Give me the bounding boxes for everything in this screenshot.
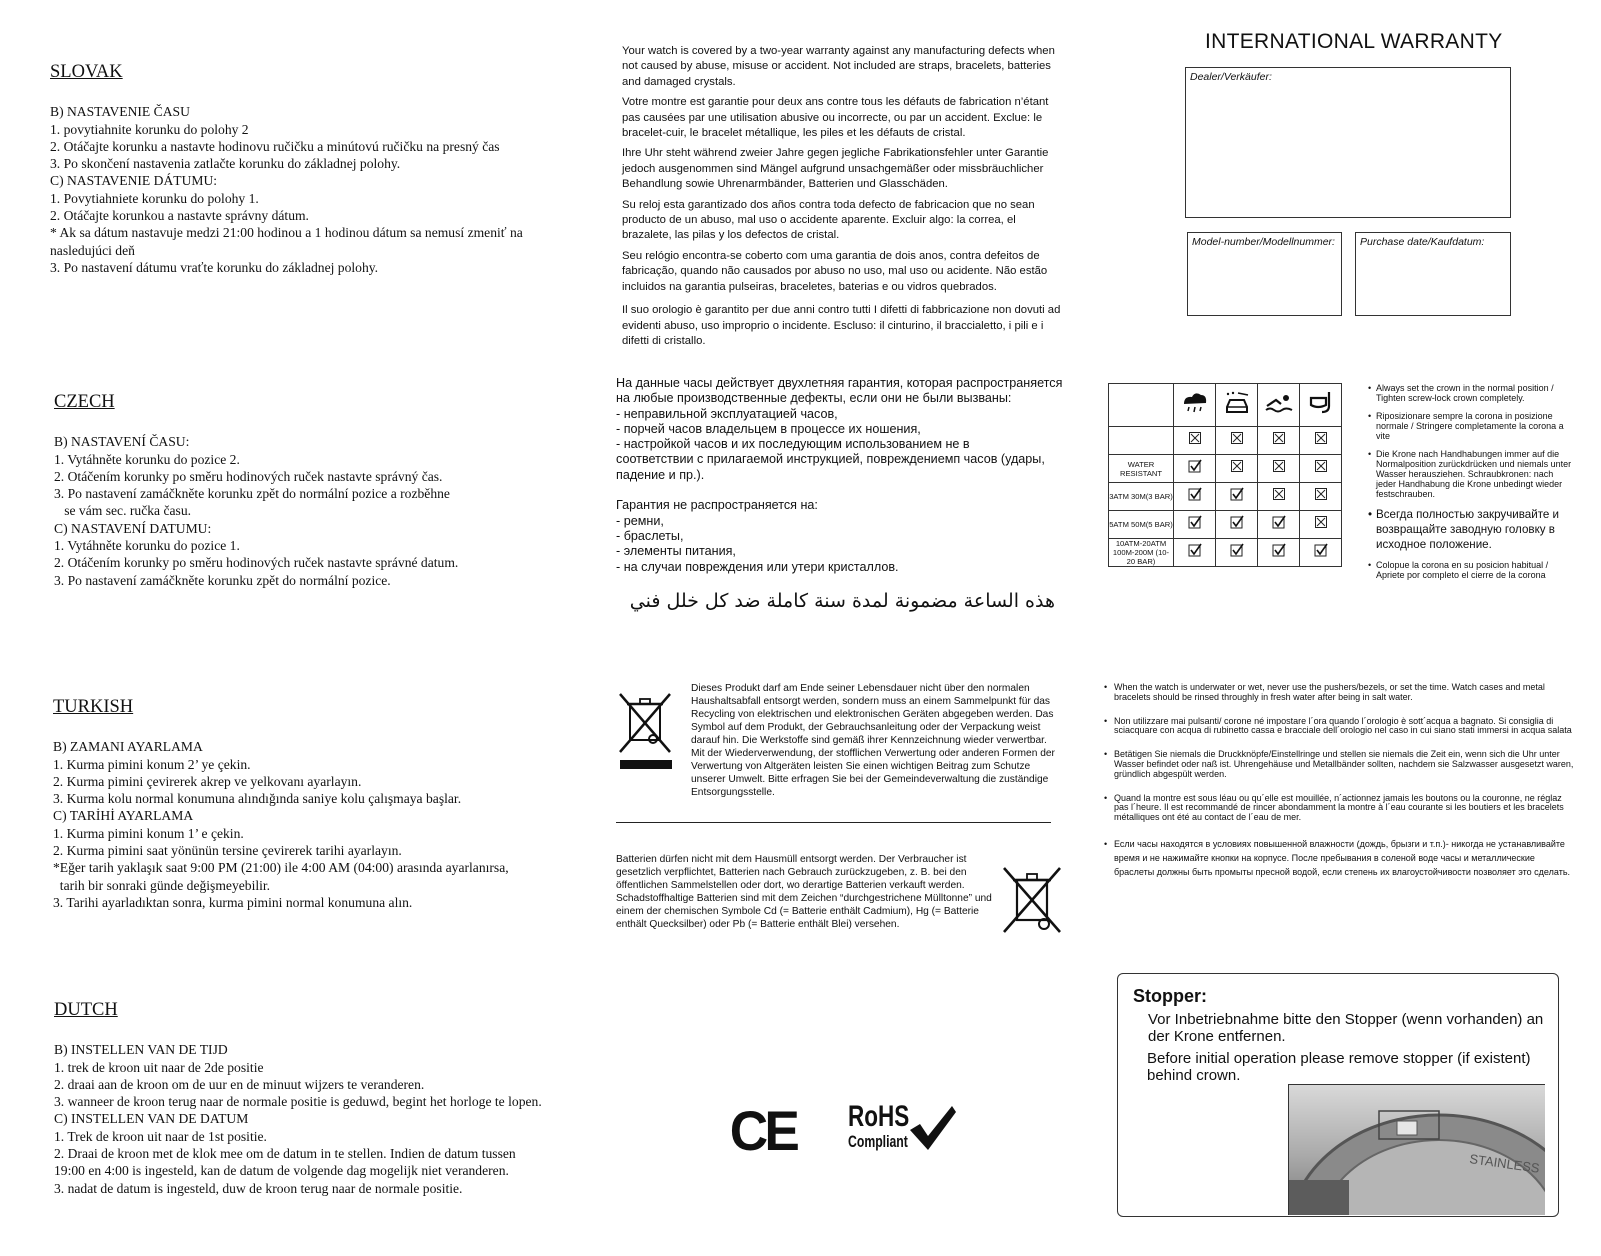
water-table-body <box>1109 427 1342 567</box>
text-line: C) INSTELLEN VAN DE DATUM <box>54 1111 249 1127</box>
model-number-label: Model-number/Modellnummer: <box>1192 236 1335 248</box>
text-line: 1. Povytiahniete korunku do polohy 1. <box>50 190 259 206</box>
checked-box-icon <box>1216 483 1258 511</box>
water-rating-label: 5ATM 50M(5 BAR) <box>1109 511 1174 539</box>
checked-box-icon <box>1174 483 1216 511</box>
wet-note-fr: • Quand la montre est sous léau ou qu´elle est mouillée, n´actionnez jamais les boutons ou la couronne, ne réglaz pas l´heure. Il est recommandé de rincer abondamment la montre à l´eau courante si les boutiers et les bracelets métalliques ont été au contact de l´eau de mer. <box>1104 794 1574 823</box>
text-line: 1. Kurma pimini konum 2’ ye çekin. <box>53 756 251 772</box>
text-line: 3. Tarihi ayarladıktan sonra, kurma pimini normal konumuna alın. <box>53 894 413 910</box>
rohs-mark-bottom: Compliant <box>848 1132 908 1151</box>
text-line: C) TARİHİ AYARLAMA <box>53 808 194 824</box>
turkish-lines <box>53 738 553 911</box>
middle-divider <box>616 822 1051 823</box>
battery-disposal-text: Batterien dürfen nicht mit dem Hausmüll entsorgt werden. Der Verbraucher ist gesetzlich verpflichtet, Batterien nach Gebrauch zurückzugeben, z. B. bei den öffentlichen Sammelstellen oder dort, wo derartige Batterien verkauft werden. Schadstoffhaltige Batterien sind mit dem Zeichen “durchgestrichene Mülltonne” und einem der chemischen Symbole Cd (= Batterie enthält Cadmium), Hg (= Batterie enthält Quecksilber) oder Pb (= Batterie enthält Blei) versehen. <box>616 854 992 930</box>
stopper-text-de: Vor Inbetriebnahme bitte den Stopper (wenn vorhanden) an der Krone entfernen. <box>1148 1011 1544 1045</box>
wet-note-en: • When the watch is underwater or wet, never use the pushers/bezels, or set the time. Watch cases and metal bracelets should be rinsed throughly in fresh water after being in salt water. <box>1104 683 1574 703</box>
crossed-box-icon <box>1300 511 1342 539</box>
crown-notes <box>1368 383 1573 588</box>
checked-box-icon <box>1300 539 1342 567</box>
text-line: 3. Po skončení nastavenia zatlačte korunku do základnej polohy. <box>50 156 401 172</box>
text-line: 2. Draai de kroon met de klok mee om de datum in te stellen. Indien de datum tussen <box>54 1146 516 1162</box>
rohs-mark-top: RoHS <box>848 1100 910 1133</box>
text-line: B) NASTAVENÍ ČASU: <box>54 434 190 450</box>
text-line: - браслеты, <box>616 528 684 543</box>
text-line: * Ak sa dátum nastavuje medzi 21:00 hodinou a 1 hodinou dátum sa nemusí zmeniť na nasledujúci deň <box>50 225 527 258</box>
purchase-date-label: Purchase date/Kaufdatum: <box>1360 236 1485 248</box>
text-line: 3. nadat de datum is ingesteld, duw de kroon terug naar de normale positie. <box>54 1180 463 1196</box>
warranty-paragraph-fr: Votre montre est garantie pour deux ans contre tous les défauts de fabrication n’étant pas causées par une utilisation abusive ou incorrecte, ou par un accident. Exclue: le bracelet-cuir, le bracelet métallique, les piles et les défauts de cristal. <box>622 96 1049 140</box>
battery-bin-icon <box>1000 864 1064 936</box>
text-line: - настройкой часов и их последующим использованием не в <box>616 437 970 452</box>
stopper-box <box>1117 973 1559 1217</box>
crossed-box-icon <box>1300 427 1342 455</box>
wet-note-ru: • Если часы находятся в условиях повышенной влажности (дождь, брызги и т.п.)- никогда не устанавливайте время и не нажимайте кнопки на корпусе. После пребывания в соленой воде часы и металлические браслеты должны быть промыты пресной водой, если степень их влагоустойчивости позволяет это сделать. <box>1104 837 1574 879</box>
dutch-section <box>54 1002 554 1197</box>
checked-box-icon <box>1174 455 1216 483</box>
text-line: 3. Po nastavení zamáčkněte korunku zpět do normální pozice a rozběhne <box>54 486 450 502</box>
turkish-section <box>53 699 553 911</box>
car-wash-icon <box>1216 384 1258 427</box>
warranty-paragraph-de: Ihre Uhr steht während zweier Jahre gegen jegliche Fabrikationsfehler unter Garantie jedoch ausgenommen sind Mängel aufgrund unsachgemäßer oder missbräuchlicher Behandlung sowie Uhrenarmbänder, Batterien und Glasschäden. <box>622 147 1049 191</box>
rain-icon <box>1174 384 1216 427</box>
crossed-box-icon <box>1258 427 1300 455</box>
ce-mark: CE <box>729 1099 797 1162</box>
water-table-corner <box>1109 384 1174 427</box>
text-line: 2. Kurma pimini çevirerek akrep ve yelkovanı ayarlayın. <box>53 773 362 789</box>
text-line: 3. Po nastavení dátumu vraťte korunku do základnej polohy. <box>50 259 379 275</box>
water-table-header-row <box>1109 384 1342 427</box>
text-line: 1. Vytáhněte korunku do pozice 1. <box>54 538 240 554</box>
warranty-paragraph-it: Il suo orologio è garantito per due anni contro tutti I difetti di fabbricazione non dovuti ad evidenti abuso, uso improprio o incidente. Escluso: il cinturino, il braccialetto, i pili e i difetti di cristallo. <box>622 304 1061 347</box>
slovak-section <box>50 64 550 276</box>
water-resistance-table <box>1108 383 1342 567</box>
water-table-row <box>1109 455 1342 483</box>
text-line: tarih bir sonraki günde değişmeyebilir. <box>53 877 271 893</box>
text-line: 2. draai aan de kroon om de uur en de minuut wijzers te veranderen. <box>54 1076 425 1092</box>
text-line: 1. Kurma pimini konum 1’ e çekin. <box>53 825 244 841</box>
text-line: 3. wanneer de kroon terug naar de normale positie is geduwd, begint het horloge te lopen. <box>54 1094 542 1110</box>
watch-case-photo <box>1288 1084 1545 1215</box>
text-line <box>616 483 1076 498</box>
water-rating-label <box>1109 427 1174 455</box>
dutch-lines <box>54 1041 554 1197</box>
crown-note-en: • Always set the crown in the normal position / Tighten screw-lock crown completely. <box>1368 383 1573 403</box>
text-line: 1. trek de kroon uit naar de 2de positie <box>54 1059 264 1075</box>
text-line: 2. Kurma pimini saat yönünün tersine çevirerek tarihi ayarlayın. <box>53 843 402 859</box>
model-number-box[interactable] <box>1187 232 1342 316</box>
purchase-date-box[interactable] <box>1355 232 1511 316</box>
stopper-title: Stopper: <box>1133 986 1207 1006</box>
water-rating-label: 10ATM-20ATM 100M-200M (10-20 BAR) <box>1109 539 1174 567</box>
text-line: 1. Vytáhněte korunku do pozice 2. <box>54 451 240 467</box>
checked-box-icon <box>1174 511 1216 539</box>
warranty-paragraph-pt: Seu relógio encontra-se coberto com uma garantia de dois anos, contra defeitos de fabricação, quando não causados por abuso no uso, mal uso ou acidente. Não estão incluidos na garantia pulseiras, braceletes, baterias e ou vidros quebrados. <box>622 249 1048 293</box>
russian-warranty <box>616 376 1076 575</box>
text-line: На данные часы действует двухлетняя гарантия, которая распространяется <box>616 376 1063 390</box>
text-line: 3. Po nastavení zamáčkněte korunku zpět do normální pozice. <box>54 572 391 588</box>
text-line: - элементы питания, <box>616 544 736 559</box>
watch-case-text: STAINLESS <box>1468 1151 1541 1176</box>
warranty-paragraphs <box>622 44 1062 354</box>
dutch-title: DUTCH <box>54 1000 118 1020</box>
checked-box-icon <box>1258 511 1300 539</box>
crossed-box-icon <box>1300 483 1342 511</box>
crossed-box-icon <box>1174 427 1216 455</box>
text-line: B) ZAMANI AYARLAMA <box>53 739 203 755</box>
text-line: C) NASTAVENIE DÁTUMU: <box>50 173 218 189</box>
czech-section <box>54 394 554 589</box>
text-line: - неправильной эксплуатацией часов, <box>616 406 838 421</box>
dealer-label: Dealer/Verkäufer: <box>1190 71 1272 83</box>
water-table-row <box>1109 483 1342 511</box>
warranty-paragraph-es: Su reloj esta garantizado dos años contra toda defecto de fabricacion que no sean producto de un abuso, mal uso o accidente aparente. Excluir algo: la correa, el brazalete, las pilas y los defectos de cristal. <box>622 198 1035 242</box>
slovak-lines <box>50 103 550 276</box>
text-line: 2. Otáčajte korunkou a nastavte správny dátum. <box>50 208 309 224</box>
text-line: 2. Otáčením korunky po směru hodinových ruček nastavte správný čas. <box>54 468 443 484</box>
text-line: на любые производственные дефекты, если они не были вызваны: <box>616 391 1012 406</box>
text-line: 19:00 en 4:00 is ingesteld, kan de datum de volgende dag mogelijk niet veranderen. <box>54 1163 509 1179</box>
water-rating-label: 3ATM 30M(3 BAR) <box>1109 483 1174 511</box>
checkmark-icon <box>908 1104 958 1152</box>
weee-disposal-text: Dieses Produkt darf am Ende seiner Lebensdauer nicht über den normalen Haushaltsabfall entsorgt werden, sondern muss an einem Sammelpunkt für das Recycling von elektrischen und elektronischen Geräten abgegeben werden. Das Symbol auf dem Produkt, der Gebrauchsanleitung oder der Verpackung weist darauf hin. Die Werkstoffe sind gemäß ihrer Kennzeichnung wieder verwertbar. Mit der Wiederverwendung, der stofflichen Verwertung oder anderen Formen der Verwertung von Altgeräten leisten Sie einen wichtigen Beitrag zum Schutze unserer Umwelt. Bitte erfragen Sie bei der Gemeindeverwaltung die zuständige Entsorgungsstelle. <box>691 683 1055 798</box>
crown-note-it: • Riposizionare sempre la corona in posizione normale / Stringere completamente la corona a vite <box>1368 411 1573 441</box>
checked-box-icon <box>1258 539 1300 567</box>
text-line: C) NASTAVENÍ DATUMU: <box>54 520 212 536</box>
turkish-title: TURKISH <box>53 697 134 717</box>
text-line: 1. povytiahnite korunku do polohy 2 <box>50 121 249 137</box>
wet-note-de: • Betätigen Sie niemals die Druckknöpfe/Einstellringe und stellen sie niemals die Zeit ein, wenn sich die Uhr unter Wasser befindet oder naß ist. Uhrengehäuse und Metallbänder sollten, nachdem sie Salzwasser ausgesetzt waren, gründlich abgespült werden. <box>1104 750 1574 779</box>
crown-note-es: • Colopue la corona en su posicion habitual / Apriete por completo el cierre de la corona <box>1368 560 1573 580</box>
text-line: 3. Kurma kolu normal konumuna alındığında saniye kolu çalışmaya başlar. <box>53 791 462 807</box>
text-line: *Eğer tarih yaklaşık saat 9:00 PM (21:00) ile 4:00 AM (04:00) arasında ayarlanırsa, <box>53 860 509 876</box>
slovak-title: SLOVAK <box>50 62 123 82</box>
text-line: соответствии с прилагаемой инструкцией, повреждениемп часов (удары, <box>616 452 1045 467</box>
snorkel-icon <box>1300 384 1342 427</box>
water-table-row <box>1109 539 1342 567</box>
crossed-box-icon <box>1300 455 1342 483</box>
water-table-row <box>1109 511 1342 539</box>
water-table-row <box>1109 427 1342 455</box>
crossed-box-icon <box>1258 455 1300 483</box>
text-line: se vám sec. ručka času. <box>54 503 192 519</box>
crossed-box-icon <box>1258 483 1300 511</box>
international-warranty-title: INTERNATIONAL WARRANTY <box>1205 30 1503 53</box>
warranty-paragraph-en: Your watch is covered by a two-year warranty against any manufacturing defects when not caused by abuse, misuse or accident. Not included are straps, bracelets, batteries and damaged crystals. <box>622 45 1055 88</box>
checked-box-icon <box>1174 539 1216 567</box>
wet-note-it: • Non utilizzare mai pulsanti/ corone né impostare l´ora quando l´orologio è sott´acqua a bagnato. Si consiglia di sciacquare con acqua di rubinetto cassa e bracciale dell´orologio nel caso in cui siano stati immersi in acqua salata <box>1104 717 1574 737</box>
stopper-text-en: Before initial operation please remove stopper (if existent) behind crown. <box>1147 1050 1531 1084</box>
czech-title: CZECH <box>54 392 115 412</box>
swimming-icon <box>1258 384 1300 427</box>
text-line: Гарантия не распространяется на: <box>616 498 818 513</box>
weee-bin-icon <box>618 690 674 770</box>
crown-note-de: • Die Krone nach Handhabungen immer auf die Normalposition zurückdrücken und niemals unter Wasser herausziehen. Schraubkronen: nach jeder Handhabung die Krone unbedingt wieder festschrauben. <box>1368 449 1573 499</box>
text-line: 2. Otáčajte korunku a nastavte hodinovu ručičku a minútovú ručičku na presný čas <box>50 138 500 154</box>
text-line: B) INSTELLEN VAN DE TIJD <box>54 1042 228 1058</box>
text-line: 1. Trek de kroon uit naar de 1st positie. <box>54 1128 267 1144</box>
checked-box-icon <box>1216 511 1258 539</box>
dealer-box[interactable] <box>1185 67 1511 218</box>
text-line: - на случаи повреждения или утери кристаллов. <box>616 559 899 574</box>
crossed-box-icon <box>1216 455 1258 483</box>
text-line: 2. Otáčením korunky po směru hodinových ruček nastavte správné datum. <box>54 555 459 571</box>
arabic-warranty: هذه الساعة مضمونة لمدة سنة كاملة ضد كل خلل فني <box>629 590 1055 612</box>
checked-box-icon <box>1216 539 1258 567</box>
text-line: - ремни, <box>616 513 664 528</box>
text-line: B) NASTAVENIE ČASU <box>50 104 190 120</box>
water-rating-label: WATER RESISTANT <box>1109 455 1174 483</box>
text-line: падение и пр.). <box>616 467 705 482</box>
text-line: - порчей часов владельцем в процессе их ношения, <box>616 421 921 436</box>
wet-usage-notes <box>1104 683 1574 893</box>
crossed-box-icon <box>1216 427 1258 455</box>
czech-lines <box>54 433 554 589</box>
crown-note-ru: • Всегда полностью закручивайте и возвращайте заводную головку в исходное положение. <box>1368 507 1573 552</box>
